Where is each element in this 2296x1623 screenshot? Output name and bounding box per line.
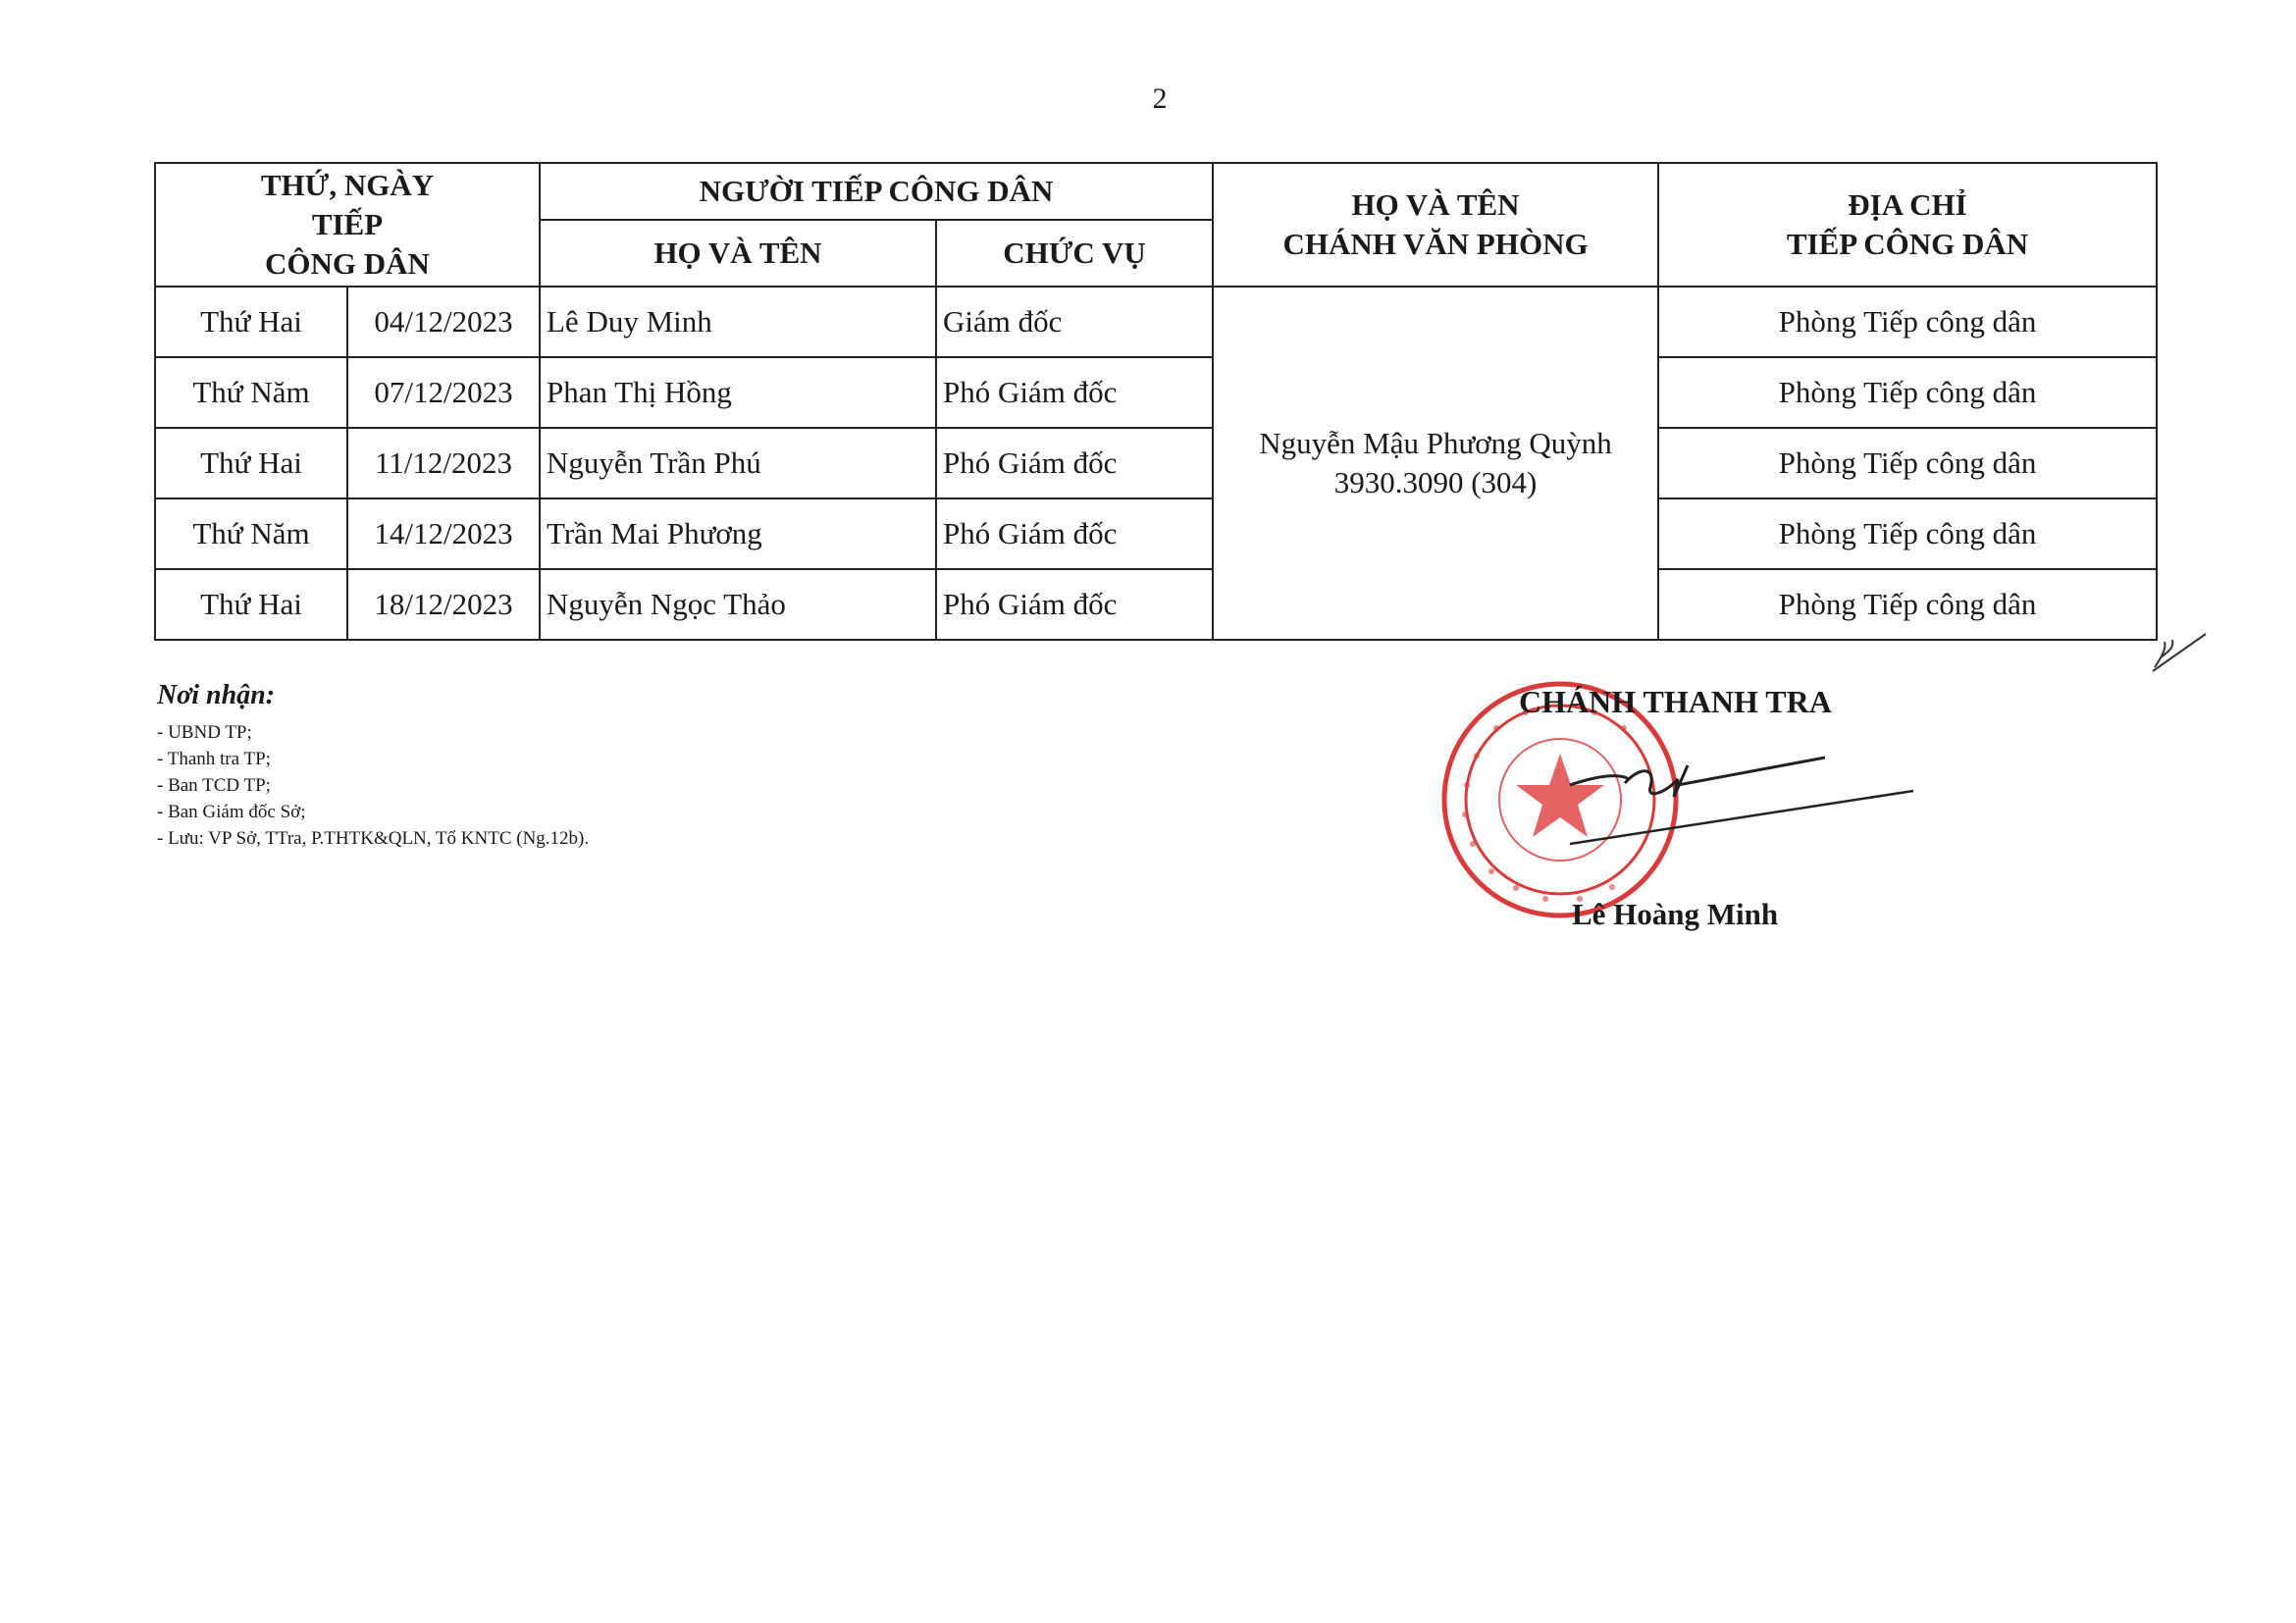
table-row: [155, 287, 2157, 357]
recipient-item: - Thanh tra TP;: [157, 749, 271, 769]
header-day-date: [155, 163, 540, 287]
date-cell: 04/12/2023: [347, 287, 540, 357]
day-cell: Thứ Năm: [155, 498, 347, 569]
header-receiver-group: NGƯỜI TIẾP CÔNG DÂN: [540, 163, 1213, 220]
receiver-name-cell: Phan Thị Hồng: [540, 357, 936, 428]
recipients-title: Nơi nhận:: [157, 680, 276, 710]
header-receiver-position: CHỨC VỤ: [936, 220, 1213, 287]
header-office-chief-line2: CHÁNH VĂN PHÒNG: [1282, 227, 1589, 261]
day-cell: Thứ Hai: [155, 428, 347, 498]
receiver-position-cell: Giám đốc: [936, 287, 1213, 357]
header-day-date-line1: THỨ, NGÀY: [260, 168, 435, 202]
receiver-name-cell: Nguyễn Trần Phú: [540, 428, 936, 498]
initial-mark-icon: [2149, 628, 2208, 675]
date-cell: 11/12/2023: [347, 428, 540, 498]
recipient-item: - Ban TCD TP;: [157, 775, 271, 796]
table-row: [155, 498, 2157, 569]
signature-title: CHÁNH THANH TRA: [1519, 684, 1832, 719]
address-cell: Phòng Tiếp công dân: [1658, 569, 2157, 640]
table-row: [155, 357, 2157, 428]
header-day-date-line3: CÔNG DÂN: [265, 246, 430, 281]
date-cell: 14/12/2023: [347, 498, 540, 569]
office-chief-phone: 3930.3090 (304): [1333, 465, 1538, 499]
header-receiver-name: HỌ VÀ TÊN: [540, 220, 936, 287]
address-cell: Phòng Tiếp công dân: [1658, 287, 2157, 357]
header-office-chief: [1213, 163, 1658, 287]
recipient-item: - Lưu: VP Sở, TTra, P.THTK&QLN, Tổ KNTC (Ng.12b).: [157, 828, 590, 849]
recipients-block: [157, 680, 589, 852]
receiver-position-cell: Phó Giám đốc: [936, 569, 1213, 640]
recipient-item: - UBND TP;: [157, 722, 252, 743]
header-day-date-line2: TIẾP: [311, 207, 384, 241]
header-address-line1: ĐỊA CHỈ: [1848, 187, 1967, 222]
recipient-item: - Ban Giám đốc Sở;: [157, 802, 306, 822]
recipients-list: [157, 719, 589, 852]
office-chief-name: Nguyễn Mậu Phương Quỳnh: [1259, 426, 1612, 460]
receiver-name-cell: Nguyễn Ngọc Thảo: [540, 569, 936, 640]
header-address: [1658, 163, 2157, 287]
date-cell: 18/12/2023: [347, 569, 540, 640]
header-address-line2: TIẾP CÔNG DÂN: [1786, 227, 2029, 261]
date-cell: 07/12/2023: [347, 357, 540, 428]
day-cell: Thứ Hai: [155, 287, 347, 357]
address-cell: Phòng Tiếp công dân: [1658, 428, 2157, 498]
receiver-name-cell: Lê Duy Minh: [540, 287, 936, 357]
handwritten-signature-icon: [1531, 746, 1923, 854]
header-office-chief-line1: HỌ VÀ TÊN: [1351, 187, 1520, 222]
receiver-position-cell: Phó Giám đốc: [936, 498, 1213, 569]
day-cell: Thứ Năm: [155, 357, 347, 428]
signer-name: Lê Hoàng Minh: [1572, 897, 1779, 931]
receiver-position-cell: Phó Giám đốc: [936, 428, 1213, 498]
receiver-name-cell: Trần Mai Phương: [540, 498, 936, 569]
table-row: [155, 569, 2157, 640]
address-cell: Phòng Tiếp công dân: [1658, 357, 2157, 428]
day-cell: Thứ Hai: [155, 569, 347, 640]
receiver-position-cell: Phó Giám đốc: [936, 357, 1213, 428]
reception-schedule-table: [154, 162, 2158, 641]
office-chief-cell: [1213, 287, 1658, 640]
address-cell: Phòng Tiếp công dân: [1658, 498, 2157, 569]
table-row: [155, 428, 2157, 498]
page-number: 2: [1152, 82, 1168, 115]
